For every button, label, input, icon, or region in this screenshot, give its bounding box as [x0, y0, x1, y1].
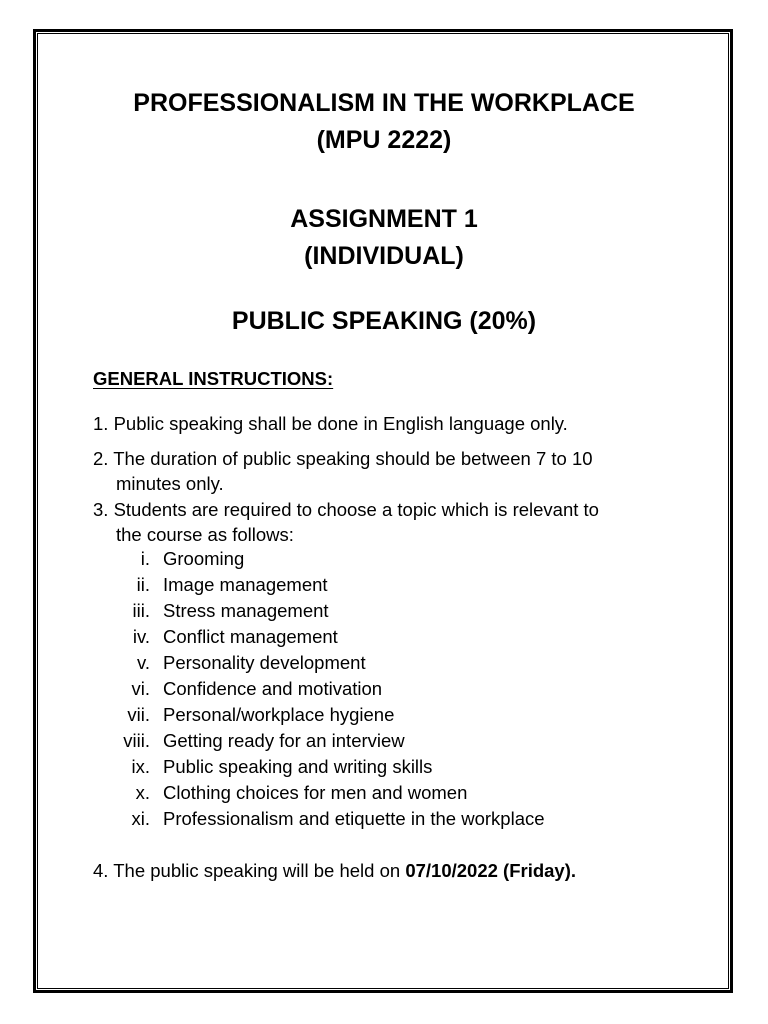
instruction-item-4 — [93, 858, 576, 883]
topic-list-item — [0, 728, 768, 754]
topic-list-item — [0, 546, 768, 572]
topic-list-item — [0, 624, 768, 650]
instruction-item-2-line1: 2. The duration of public speaking should be between 7 to 10 — [93, 448, 593, 469]
topic-label: Professionalism and etiquette in the workplace — [163, 808, 545, 829]
topic-list-item — [0, 598, 768, 624]
topic-label: Public speaking and writing skills — [163, 756, 433, 777]
topic-list-item — [0, 702, 768, 728]
topic-number: viii. — [123, 730, 150, 751]
topic-label: Personality development — [163, 652, 366, 673]
topic-list-item — [0, 754, 768, 780]
course-code: (MPU 2222) — [316, 126, 452, 154]
instruction-item-1-text: 1. Public speaking shall be done in English language only. — [93, 413, 568, 434]
instruction-item-4-text: 4. The public speaking will be held on — [93, 860, 406, 881]
topic-number: iii. — [132, 600, 150, 621]
topic-number: ix. — [131, 756, 150, 777]
topic-label: Getting ready for an interview — [163, 730, 405, 751]
topic-number: iv. — [132, 626, 150, 647]
topic-label: Conflict management — [163, 626, 338, 647]
topic-list-item — [0, 806, 768, 832]
topic-list-item — [0, 676, 768, 702]
topic-number: v. — [136, 652, 150, 673]
topic-label: Confidence and motivation — [163, 678, 383, 699]
topic-label: Image management — [163, 574, 328, 595]
instruction-item-4-date: 07/10/2022 (Friday). — [405, 860, 577, 881]
topic-number: ii. — [136, 574, 150, 595]
instruction-item-2 — [93, 446, 593, 496]
instruction-item-3-line1: 3. Students are required to choose a topic which is relevant to — [93, 499, 599, 520]
instruction-item-1 — [93, 411, 568, 436]
topic-number: i. — [140, 548, 150, 569]
topic-label: Clothing choices for men and women — [163, 782, 468, 803]
topic-label: Stress management — [163, 600, 329, 621]
topic-label: Personal/workplace hygiene — [163, 704, 395, 725]
topic-list-item — [0, 572, 768, 598]
topic-list-item — [0, 650, 768, 676]
instructions-heading: GENERAL INSTRUCTIONS: — [93, 368, 334, 389]
course-title: PROFESSIONALISM IN THE WORKPLACE — [133, 89, 635, 117]
topic-label: Grooming — [163, 548, 245, 569]
topic-list-item — [0, 780, 768, 806]
instruction-item-2-line2: minutes only. — [116, 473, 224, 494]
topic-number: vii. — [127, 704, 150, 725]
instruction-item-3-line2: the course as follows: — [116, 524, 294, 545]
topic-number: x. — [135, 782, 150, 803]
instruction-item-3 — [93, 497, 599, 547]
topic-number: xi. — [131, 808, 150, 829]
assignment-type: (INDIVIDUAL) — [304, 242, 464, 270]
topic-number: vi. — [131, 678, 150, 699]
assignment-title: ASSIGNMENT 1 — [290, 205, 478, 233]
assignment-subject: PUBLIC SPEAKING (20%) — [231, 307, 537, 335]
